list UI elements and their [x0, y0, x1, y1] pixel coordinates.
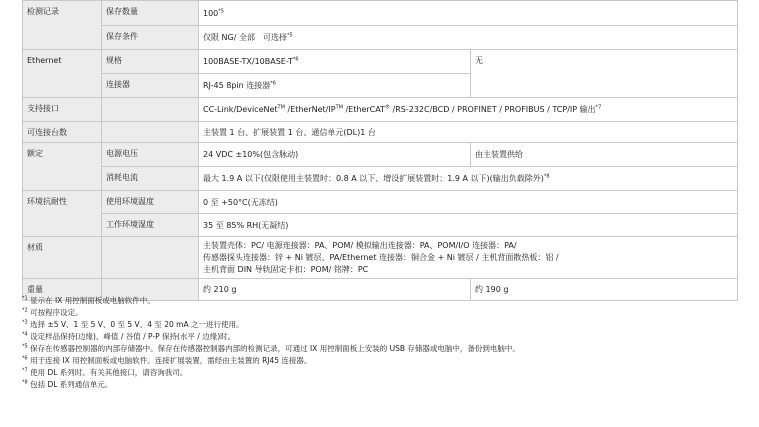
storage-cond-value: 仅限 NG/ 全部 可选择	[203, 33, 287, 42]
table-row	[23, 26, 738, 50]
footnote-text: 包括 DL 系列通信单元。	[30, 380, 113, 389]
storage-count-cell	[199, 1, 738, 26]
row-subheader-storage-cond: 保存条件	[102, 26, 199, 50]
interface-text: /EtherNet/IP	[284, 105, 336, 114]
voltage-value: 24 VDC ±10%(包含脉动)	[199, 143, 471, 167]
footnote-mark: *5	[22, 343, 28, 350]
row-header-connectable: 可连接台数	[23, 122, 102, 143]
material-line: 传感器探头连接器：锌 + Ni 镀层、PA/Ethernet 连接器：铜合金 + Ni 镀层 / 主机背面散热板：铝 /	[203, 252, 559, 262]
footnote-mark: *5	[218, 7, 224, 14]
voltage-value-right: 由主装置供给	[471, 143, 738, 167]
row-header-interface: 支持接口	[23, 98, 102, 122]
connector-cell	[199, 74, 471, 98]
interface-cell	[199, 98, 738, 122]
row-header-storage: 检测记录	[23, 1, 102, 50]
row-subheader-connector: 连接器	[102, 74, 199, 98]
footnote	[22, 307, 737, 319]
footnote	[22, 331, 737, 343]
footnote-text: 可按程序设定。	[30, 308, 83, 317]
row-header-weight: 重量	[23, 279, 102, 301]
temp-value: 0 至 +50°C(无冻结)	[199, 191, 738, 214]
trademark-mark: TM	[335, 104, 343, 111]
footnote-mark: *7	[22, 367, 28, 374]
empty-subheader-cell	[102, 98, 199, 122]
ethernet-right-cell: 无	[471, 50, 738, 98]
footnote	[22, 367, 737, 379]
row-subheader-current: 消耗电流	[102, 167, 199, 191]
table-row	[23, 214, 738, 237]
material-line: 主装置壳体：PC/ 电源连接器：PA、POM/ 模拟输出连接器：PA、POM/I/O 连接器：PA/	[203, 240, 517, 250]
material-line: 主机背面 DIN 导轨固定卡扣：POM/ 铭牌：PC	[203, 264, 369, 274]
humidity-value: 35 至 85% RH(无凝结)	[199, 214, 738, 237]
footnote-text: 设定样品保持(边缘)、峰值 / 谷值 / P-P 保持(水平 / 边缘)时。	[30, 332, 236, 341]
row-header-ethernet: Ethernet	[23, 50, 102, 98]
footnote-mark: *8	[22, 379, 28, 386]
footnote-mark: *6	[22, 355, 28, 362]
row-subheader-voltage: 电源电压	[102, 143, 199, 167]
footnote-text: 保存在传感器控制器的内部存储器中。保存在传感器控制器内部的检测记录，可通过 IX 用控制面板上安装的 USB 存储器或电脑中，备份到电脑中。	[30, 344, 520, 353]
spec-value: 100BASE-TX/10BASE-T	[203, 57, 293, 66]
empty-subheader-cell	[102, 122, 199, 143]
footnote	[22, 379, 737, 391]
footnote-mark: *2	[22, 307, 28, 314]
footnote-text: 显示在 IX 用控制面板或电脑软件中。	[30, 296, 155, 305]
row-header-env: 环境抗耐性	[23, 191, 102, 237]
row-subheader-spec: 规格	[102, 50, 199, 74]
footnote-mark: *4	[22, 331, 28, 338]
table-row	[23, 122, 738, 143]
footnote-mark: *6	[270, 80, 276, 87]
table-row	[23, 1, 738, 26]
row-subheader-humidity: 工作环境湿度	[102, 214, 199, 237]
row-subheader-storage-count: 保存数量	[102, 1, 199, 26]
registered-mark: ®	[384, 104, 390, 111]
storage-cond-cell	[199, 26, 738, 50]
interface-text: /RS-232C/BCD / PROFINET / PROFIBUS / TCP/IP 输出	[389, 105, 596, 114]
interface-text: /EtherCAT	[342, 105, 385, 114]
row-header-rating: 额定	[23, 143, 102, 191]
footnote-mark: *1	[22, 295, 28, 302]
material-cell	[199, 237, 738, 279]
table-row	[23, 143, 738, 167]
footnote	[22, 295, 737, 307]
empty-subheader-cell	[102, 237, 199, 279]
weight-value: 约 210 g	[199, 279, 471, 301]
weight-value-right: 约 190 g	[471, 279, 738, 301]
interface-text: CC-Link/DeviceNet	[203, 105, 278, 114]
spec-table	[22, 0, 738, 301]
trademark-mark: TM	[277, 104, 285, 111]
table-row	[23, 191, 738, 214]
footnotes	[22, 295, 737, 391]
current-value: 最大 1.9 A 以下(仅限使用主装置时：0.8 A 以下、增设扩展装置时：1.9 A 以下)(输出负载除外)	[203, 174, 544, 183]
table-row	[23, 98, 738, 122]
storage-count-value: 100	[203, 8, 219, 18]
connector-value: RJ-45 8pin 连接器	[203, 81, 271, 90]
footnote-text: 用于连接 IX 用控制面板或电脑软件。连接扩展装置，需经由主装置的 RJ45 连接器。	[30, 356, 312, 365]
footnote	[22, 355, 737, 367]
current-cell	[199, 167, 738, 191]
table-row	[23, 237, 738, 279]
spec-cell	[199, 50, 471, 74]
footnote-mark: *5	[286, 32, 293, 39]
footnote-mark: *6	[292, 56, 299, 63]
row-subheader-temp: 使用环境温度	[102, 191, 199, 214]
row-header-material: 材质	[23, 237, 102, 279]
footnote-text: 使用 DL 系列时。有关其他接口，请咨询我司。	[30, 368, 188, 377]
footnote	[22, 343, 737, 355]
footnote-mark: *8	[543, 173, 550, 180]
footnote-mark: *3	[22, 319, 28, 326]
footnote	[22, 319, 737, 331]
table-row	[23, 167, 738, 191]
connectable-value: 主装置 1 台、扩展装置 1 台、通信单元(DL)1 台	[199, 122, 738, 143]
footnote-text: 选择 ±5 V、1 至 5 V、0 至 5 V、4 至 20 mA 之一进行使用。	[30, 320, 244, 329]
footnote-mark: *7	[595, 104, 602, 111]
table-row	[23, 50, 738, 74]
